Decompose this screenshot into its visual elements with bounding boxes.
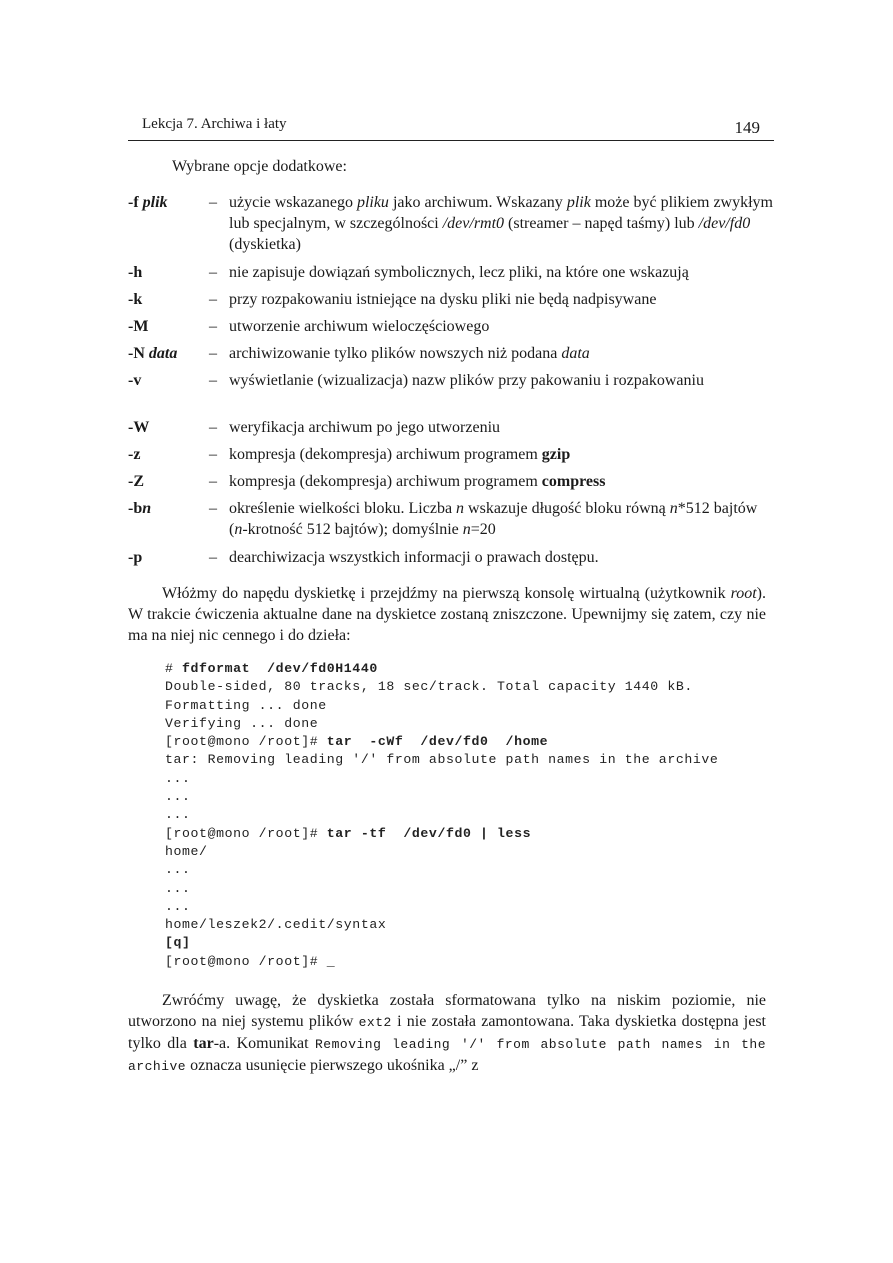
text-run: fdformat /dev/fd0H1440: [182, 661, 378, 676]
text-run: pliku: [356, 194, 389, 211]
text-run: kompresja (dekompresja) archiwum programem: [229, 446, 542, 463]
text-run: root: [730, 585, 757, 602]
text-run: -krotność 512 bajtów); domyślnie: [242, 521, 463, 538]
page-number: 149: [734, 118, 760, 137]
option-dash: –: [209, 419, 217, 436]
text-run: dearchiwizacja wszystkich informacji o prawach dostępu.: [229, 549, 599, 566]
text-run: tar -cWf /dev/fd0 /home: [326, 734, 549, 750]
text-run: home/: [165, 843, 208, 859]
text-run: oznacza usunięcie pierwszego ukośnika „/” z: [186, 1057, 479, 1074]
text-run: *512 bajtów (: [229, 500, 758, 538]
option-row: [128, 316, 778, 337]
option-row: [128, 289, 778, 310]
option-description: [229, 471, 778, 492]
option-description: [229, 444, 778, 465]
text-run: -a. Komunikat: [213, 1035, 315, 1052]
option-flag-arg: plik: [142, 194, 168, 211]
option-flag: [128, 471, 204, 492]
terminal-line: [165, 715, 775, 733]
text-run: (dyskietka): [229, 236, 301, 253]
text-run: tar -tf /dev/fd0 | less: [326, 825, 532, 841]
text-run: Zwróćmy uwagę, że dyskietka została sformatowana tylko na niskim poziomie, nie utworzono na niej systemu plików: [128, 992, 766, 1030]
option-flag-name: -W: [128, 419, 150, 436]
text-run: [root@mono /root]#: [165, 825, 327, 841]
option-flag: [128, 370, 204, 391]
option-flag-name: -b: [128, 500, 143, 517]
option-dash: –: [209, 345, 217, 362]
option-description: [229, 370, 778, 391]
text-run: #: [165, 661, 183, 676]
terminal-line: [165, 733, 775, 751]
terminal-line: [165, 843, 775, 861]
option-flag-name: -N: [128, 345, 145, 362]
option-description: [229, 417, 778, 438]
paragraph-intro: [128, 583, 766, 646]
option-flag-arg: data: [148, 345, 178, 362]
terminal-line: [165, 770, 775, 788]
paragraph-text: [128, 990, 766, 1077]
text-run: ...: [165, 862, 191, 878]
text-run: n: [462, 521, 471, 538]
option-dash: –: [209, 500, 217, 517]
option-flag-name: -Z: [128, 473, 144, 490]
option-dash: –: [209, 318, 217, 335]
text-run: może być plikiem zwykłym lub specjalnym, w szczególności: [229, 194, 773, 232]
options-intro: Wybrane opcje dodatkowe:: [172, 158, 347, 175]
text-run: (streamer – napęd taśmy) lub: [504, 215, 699, 232]
option-row: [128, 343, 778, 364]
terminal-line: [165, 806, 775, 824]
text-run: archiwizowanie tylko plików nowszych niż podana: [229, 345, 562, 362]
text-run: jako archiwum. Wskazany: [388, 194, 567, 211]
text-run: wyświetlanie (wizualizacja) nazw plików przy pakowaniu i rozpakowaniu: [229, 372, 704, 389]
option-row: [128, 471, 778, 492]
text-run: Verifying ... done: [165, 715, 319, 731]
option-flag-name: -v: [128, 372, 142, 389]
option-description: [229, 547, 778, 568]
option-flag-name: -k: [128, 291, 143, 308]
option-flag: [128, 444, 204, 465]
option-flag-name: -f: [128, 194, 139, 211]
option-description: [229, 262, 778, 283]
option-dash: –: [209, 264, 217, 281]
terminal-line: [165, 697, 775, 715]
option-flag: [128, 343, 204, 364]
option-flag: [128, 289, 204, 310]
option-row: [128, 498, 778, 540]
terminal-line: [165, 660, 775, 678]
terminal-line: [165, 898, 775, 916]
option-dash: –: [209, 473, 217, 490]
terminal-line: [165, 751, 775, 769]
text-run: Formatting ... done: [165, 697, 327, 713]
text-run: użycie wskazanego: [229, 194, 357, 211]
terminal-line: [165, 861, 775, 879]
text-run: /dev/rmt0: [442, 215, 505, 232]
text-run: data: [561, 345, 590, 362]
option-flag-name: -M: [128, 318, 149, 335]
text-run: home/leszek2/.cedit/syntax: [165, 917, 387, 933]
terminal-line: [165, 934, 775, 952]
option-row: [128, 417, 778, 438]
terminal-line: [165, 916, 775, 934]
text-run: utworzenie archiwum wieloczęściowego: [229, 318, 490, 335]
option-row: [128, 370, 778, 391]
text-run: [q]: [165, 935, 191, 951]
option-dash: –: [209, 549, 217, 566]
text-run: n: [456, 500, 465, 517]
option-description: [229, 192, 778, 255]
option-flag: [128, 192, 204, 213]
text-run: ...: [165, 898, 191, 914]
text-run: tar: Removing leading '/' from absolute path names in the archive: [165, 752, 719, 768]
text-run: ext2: [358, 1015, 392, 1030]
text-run: compress: [541, 473, 606, 490]
text-run: ). W trakcie ćwiczenia aktualne dane na dyskietce zostaną zniszczone. Upewnijmy się zatem, czy nie ma na niej nic cennego i do dzieła:: [128, 585, 766, 644]
option-flag: [128, 316, 204, 337]
option-row: [128, 444, 778, 465]
option-description: [229, 316, 778, 337]
text-run: /dev/fd0: [698, 215, 751, 232]
terminal-line: [165, 788, 775, 806]
text-run: Double-sided, 80 tracks, 18 sec/track. Total capacity 1440 kB.: [165, 679, 693, 695]
option-flag-name: -h: [128, 264, 143, 281]
text-run: n: [234, 521, 243, 538]
option-flag-arg: n: [142, 500, 152, 517]
terminal-line: [165, 825, 775, 843]
text-run: kompresja (dekompresja) archiwum programem: [229, 473, 542, 490]
option-row: [128, 262, 778, 283]
text-run: plik: [566, 194, 591, 211]
text-run: Włóżmy do napędu dyskietkę i przejdźmy na pierwszą konsolę wirtualną (użytkownik: [162, 585, 731, 602]
running-header: [128, 116, 774, 141]
chapter-title: Lekcja 7. Archiwa i łaty: [142, 116, 287, 132]
option-dash: –: [209, 446, 217, 463]
terminal-line: [165, 953, 775, 971]
text-run: nie zapisuje dowiązań symbolicznych, lecz pliki, na które one wskazują: [229, 264, 689, 281]
option-flag: [128, 262, 204, 283]
text-run: ...: [165, 880, 191, 896]
option-description: [229, 498, 778, 540]
text-run: ...: [165, 770, 191, 786]
option-flag-name: -p: [128, 549, 143, 566]
text-run: Removing leading '/' from absolute path names in the archive: [128, 1037, 767, 1074]
option-description: [229, 289, 778, 310]
text-run: tar: [193, 1035, 214, 1052]
paragraph-note: [128, 990, 766, 1077]
option-flag: [128, 498, 204, 519]
text-run: n: [669, 500, 678, 517]
text-run: [root@mono /root]# _: [165, 953, 336, 969]
text-run: przy rozpakowaniu istniejące na dysku pliki nie będą nadpisywane: [229, 291, 657, 308]
terminal-listing: [165, 660, 775, 971]
option-flag: [128, 417, 204, 438]
option-description: [229, 343, 778, 364]
option-flag-name: -z: [128, 446, 141, 463]
text-run: gzip: [541, 446, 571, 463]
terminal-line: [165, 678, 775, 696]
text-run: wskazuje długość bloku równą: [464, 500, 670, 517]
text-run: ...: [165, 807, 191, 823]
paragraph-text: [128, 583, 766, 646]
terminal-line: [165, 880, 775, 898]
option-row: [128, 547, 778, 568]
text-run: określenie wielkości bloku. Liczba: [229, 500, 457, 517]
option-row: [128, 192, 778, 255]
text-run: weryfikacja archiwum po jego utworzeniu: [229, 419, 501, 436]
option-dash: –: [209, 194, 217, 211]
text-run: i nie została zamontowana. Taka dyskietka dostępna jest tylko dla: [128, 1013, 767, 1052]
option-dash: –: [209, 372, 217, 389]
text-run: =20: [470, 521, 496, 538]
text-run: ...: [165, 789, 191, 805]
option-dash: –: [209, 291, 217, 308]
text-run: [root@mono /root]#: [165, 734, 327, 750]
option-flag: [128, 547, 204, 568]
